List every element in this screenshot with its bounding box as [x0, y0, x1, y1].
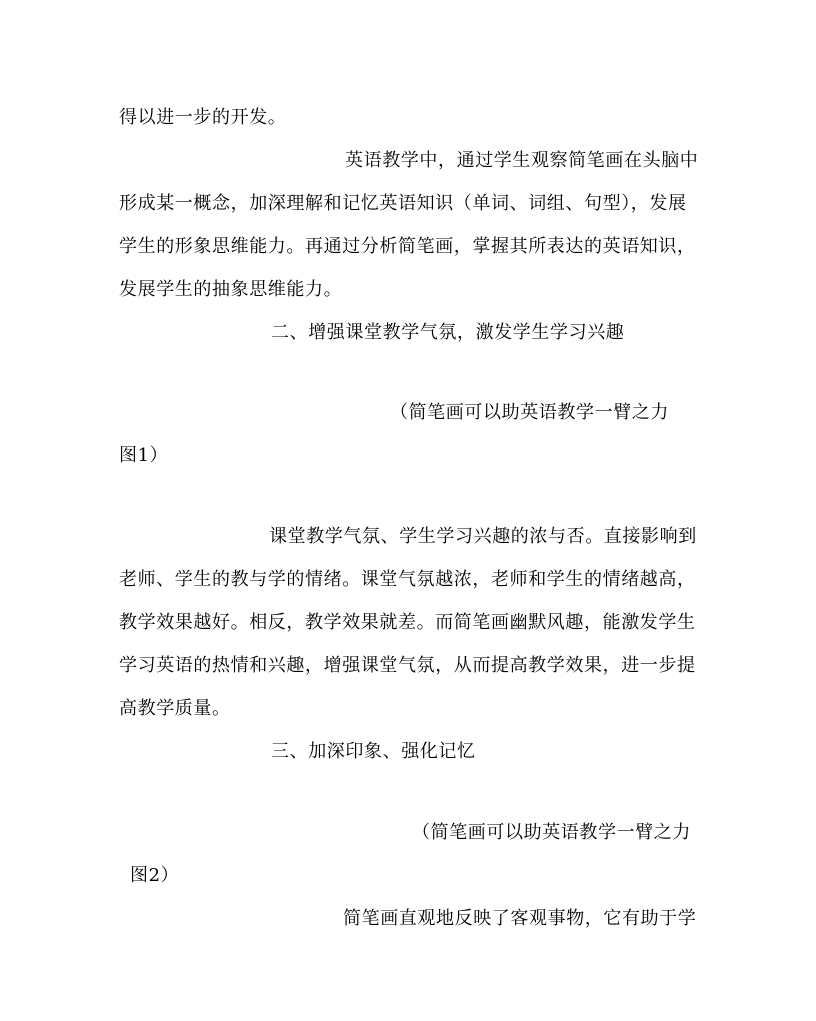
- figure-caption: 图1）: [119, 445, 169, 466]
- paragraph-line: 学习英语的热情和兴趣，增强课堂气氛，从而提高教学效果，进一步提: [119, 655, 696, 676]
- paragraph-line: 教学效果越好。相反，教学效果就差。而简笔画幽默风趣，能激发学生: [119, 612, 696, 633]
- paragraph-line: 高教学质量。: [119, 698, 231, 719]
- figure-caption: （简笔画可以助英语教学一臂之力: [412, 822, 691, 843]
- paragraph-line: 发展学生的抽象思维能力。: [119, 279, 343, 300]
- paragraph-line: 英语教学中，通过学生观察简笔画在头脑中: [345, 150, 699, 171]
- section-heading: 二、增强课堂教学气氛，激发学生学习兴趣: [271, 322, 625, 343]
- paragraph-line: 学生的形象思维能力。再通过分析简笔画，掌握其所表达的英语知识，: [119, 236, 696, 257]
- paragraph-line: 课堂教学气氛、学生学习兴趣的浓与否。直接影响到: [269, 526, 697, 547]
- paragraph-line: 得以进一步的开发。: [119, 107, 287, 128]
- figure-caption: （简笔画可以助英语教学一臂之力: [390, 402, 669, 423]
- section-heading: 三、加深印象、强化记忆: [271, 741, 476, 762]
- figure-caption: 图2）: [130, 865, 180, 886]
- paragraph-line: 老师、学生的教与学的情绪。课堂气氛越浓，老师和学生的情绪越高，: [119, 569, 696, 590]
- paragraph-line: 形成某一概念，加深理解和记忆英语知识（单词、词组、句型），发展: [119, 193, 687, 214]
- paragraph-line: 简笔画直观地反映了客观事物，它有助于学: [343, 908, 697, 929]
